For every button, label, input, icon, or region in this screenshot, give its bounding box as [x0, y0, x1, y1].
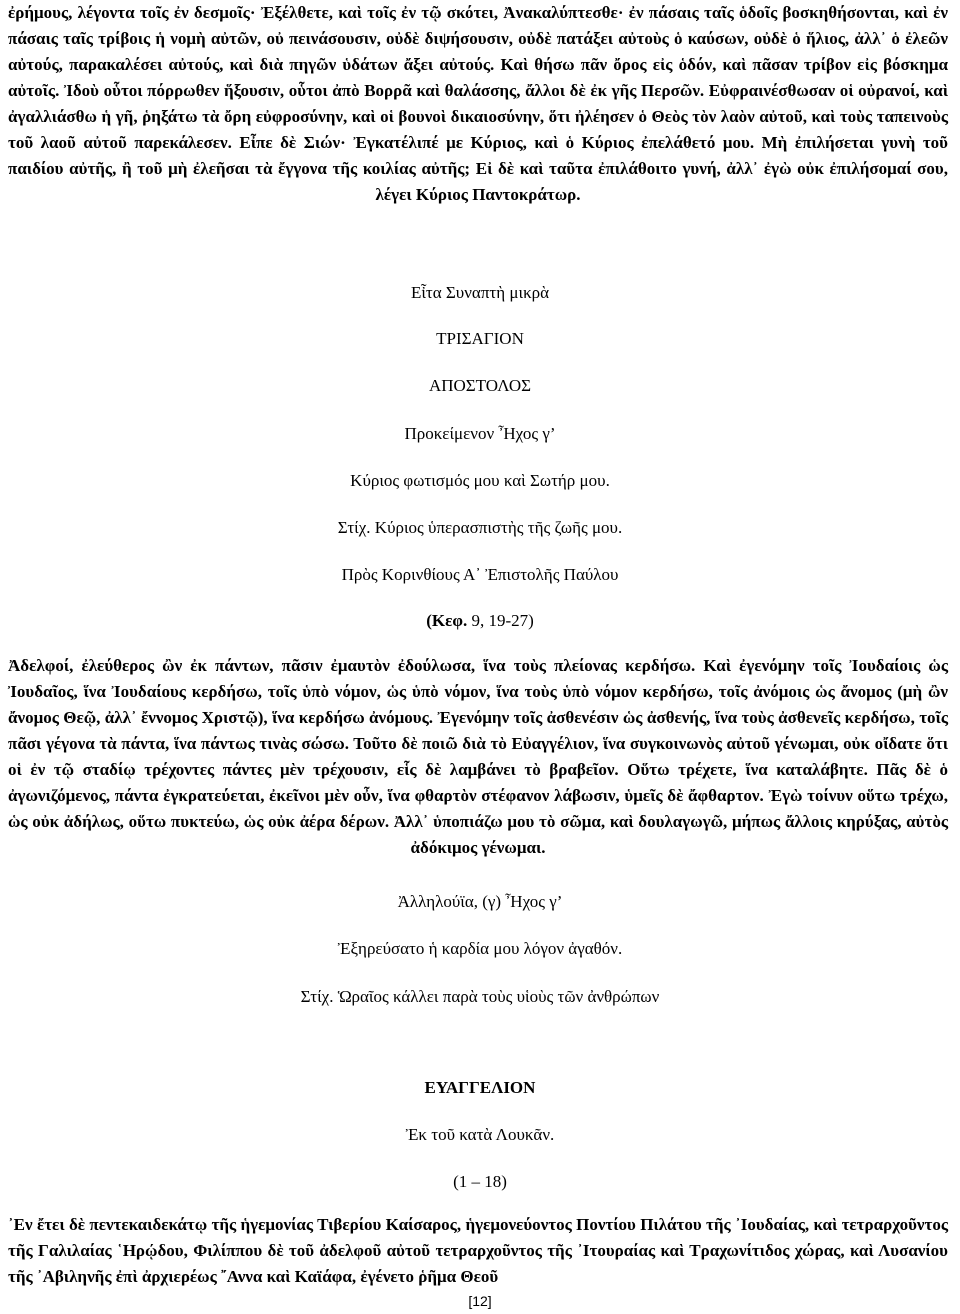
- epistle-reference-prefix: (Κεφ.: [426, 611, 468, 630]
- epistle-title: Πρὸς Κορινθίους Α᾽ Ἐπιστολῆς Παύλου: [341, 565, 619, 584]
- prokeimenon-verse: Κύριος φωτισμός μου καὶ Σωτήρ μου.: [350, 471, 610, 490]
- prokeimenon-stichos: Στίχ. Κύριος ὑπερασπιστὴς τῆς ζωῆς μου.: [337, 518, 623, 537]
- page-number: [12]: [468, 1293, 492, 1309]
- epistle-reference-chapter: 9, 19-27): [467, 611, 534, 630]
- alleluia-verse: Ἐξηρεύσατο ἡ καρδία μου λόγον ἀγαθόν.: [337, 939, 623, 958]
- prokeimenon-heading: Προκείμενον Ἦχος γ’: [404, 424, 556, 443]
- gospel-title: Ἐκ τοῦ κατὰ Λουκᾶν.: [405, 1125, 555, 1144]
- epistle-reference: [0, 610, 960, 632]
- small-synapte-rubric: Εἶτα Συναπτὴ μικρὰ: [410, 283, 550, 302]
- apostolos-heading: ΑΠΟΣΤΟΛΟΣ: [428, 376, 532, 395]
- alleluia-heading: Ἀλληλούϊα, (γ) Ἦχος γ’: [397, 892, 563, 911]
- gospel-reference: (1 – 18): [453, 1172, 507, 1191]
- gospel-heading: ΕΥΑΓΓΕΛΙΟΝ: [424, 1078, 536, 1097]
- isaiah-reading-paragraph: ἐρήμους, λέγοντα τοῖς ἐν δεσμοῖς· Ἐξέλθετε, καὶ τοῖς ἐν τῷ σκότει, Ἀνακαλύπτεσθε· ἐν πάσαις ταῖς ὁδοῖς βοσκηθήσονται, καὶ ἐν πάσαις ταῖς τρίβοις ἡ νομὴ αὐτῶν, οὐ πεινάσουσιν, οὐδὲ διψήσουσιν, οὐδὲ πατάξει αὐτοὺς ὁ καύσων, οὐδὲ ὁ ἥλιος, ἀλλ᾽ ὁ ἐλεῶν αὐτούς, παρακαλέσει αὐτούς, καὶ διὰ πηγῶν ὑδάτων ἄξει αὐτούς. Καὶ θήσω πᾶν ὄρος εἰς ὁδόν, καὶ πᾶσαν τρίβον εἰς βόσκημα αὐτοῖς. Ἰδοὺ οὗτοι πόρρωθεν ἥξουσιν, οὗτοι ἀπὸ Βορρᾶ καὶ θαλάσσης, ἄλλοι δὲ ἐκ γῆς Περσῶν. Εὐφραινέσθωσαν οἱ οὐρανοί, καὶ ἀγαλλιάσθω ἡ γῆ, ῥηξάτω τὰ ὄρη εὐφροσύνην, καὶ οἱ βουνοὶ δικαιοσύνην, ὅτι ἠλέησεν ὁ Θεὸς τὸν λαὸν αὐτοῦ, καὶ τοὺς ταπεινοὺς τοῦ λαοῦ αὐτοῦ παρεκάλεσεν. Εἶπε δὲ Σιών· Ἐγκατέλιπέ με Κύριος, καὶ ὁ Κύριος ἐπελάθετό μου. Μὴ ἐπιλήσεται γυνὴ τοῦ παιδίου αὐτῆς, ἢ τοῦ μὴ ἐλεῆσαι τὰ ἔγγονα τῆς κοιλίας αὐτῆς; Εἰ δὲ καὶ ταῦτα ἐπιλάθοιτο γυνή, ἀλλ᾽ ἐγὼ οὐκ ἐπιλήσομαί σου, λέγει Κύριος Παντοκράτωρ.: [8, 3, 948, 204]
- alleluia-stichos: Στίχ. Ὡραῖος κάλλει παρὰ τοὺς υἱοὺς τῶν ἀνθρώπων: [300, 987, 660, 1006]
- trisagion-heading: ΤΡΙΣΑΓΙΟΝ: [436, 329, 524, 348]
- epistle-text: Ἀδελφοί, ἐλεύθερος ὢν ἐκ πάντων, πᾶσιν ἐμαυτὸν ἐδούλωσα, ἵνα τοὺς πλείονας κερδήσω. Καὶ ἐγενόμην τοῖς Ἰουδαίοις ὡς Ἰουδαῖος, ἵνα Ἰουδαίους κερδήσω, τοῖς ὑπὸ νόμον, ὡς ὑπὸ νόμον, ἵνα τοὺς ὑπὸ νόμον κερδήσω, τοῖς ἀνόμοις ὡς ἄνομος (μὴ ὢν ἄνομος Θεῷ, ἀλλ᾽ ἔννομος Χριστῷ), ἵνα κερδήσω ἀνόμους. Ἐγενόμην τοῖς ἀσθενέσιν ὡς ἀσθενής, ἵνα τοὺς ἀσθενεῖς κερδήσω, τοῖς πᾶσι γέγονα τὰ πάντα, ἵνα πάντως τινὰς σώσω. Τοῦτο δὲ ποιῶ διὰ τὸ Εὐαγγέλιον, ἵνα συγκοινωνὸς αὐτοῦ γένωμαι, οὐκ οἴδατε ὅτι οἱ ἐν τῷ σταδίῳ τρέχοντες πάντες μὲν τρέχουσιν, εἷς δὲ λαμβάνει τὸ βραβεῖον. Οὕτω τρέχετε, ἵνα καταλάβητε. Πᾶς δὲ ὁ ἀγωνιζόμενος, πάντα ἐγκρατεύεται, ἐκεῖνοι μὲν οὖν, ἵνα φθαρτὸν στέφανον λάβωσιν, ὑμεῖς δὲ ἄφθαρτον. Ἐγὼ τοίνυν οὕτω τρέχω, ὡς οὐκ ἀδήλως, οὕτω πυκτεύω, ὡς οὐκ ἀέρα δέρων. Ἀλλ᾽ ὑποπιάζω μου τὸ σῶμα, καὶ δουλαγωγῶ, μήπως ἄλλοις κηρύξας, αὐτὸς ἀδόκιμος γένωμαι.: [8, 656, 948, 857]
- gospel-text: ᾿Εν ἔτει δὲ πεντεκαιδεκάτῳ τῆς ἡγεμονίας Τιβερίου Καίσαρος, ἡγεμονεύοντος Ποντίου Πιλάτου τῆς ᾿Ιουδαίας, καὶ τετραρχοῦντος τῆς Γαλιλαίας ῾Ηρῴδου, Φιλίππου δὲ τοῦ ἀδελφοῦ αὐτοῦ τετραρχοῦντος τῆς ᾿Ιτουραίας καὶ Τραχωνίτιδος χώρας, καὶ Λυσανίου τῆς ᾿Αβιληνῆς ἐπὶ ἀρχιερέως ῎Αννα καὶ Καϊάφα, ἐγένετο ῥῆμα Θεοῦ: [8, 1215, 948, 1286]
